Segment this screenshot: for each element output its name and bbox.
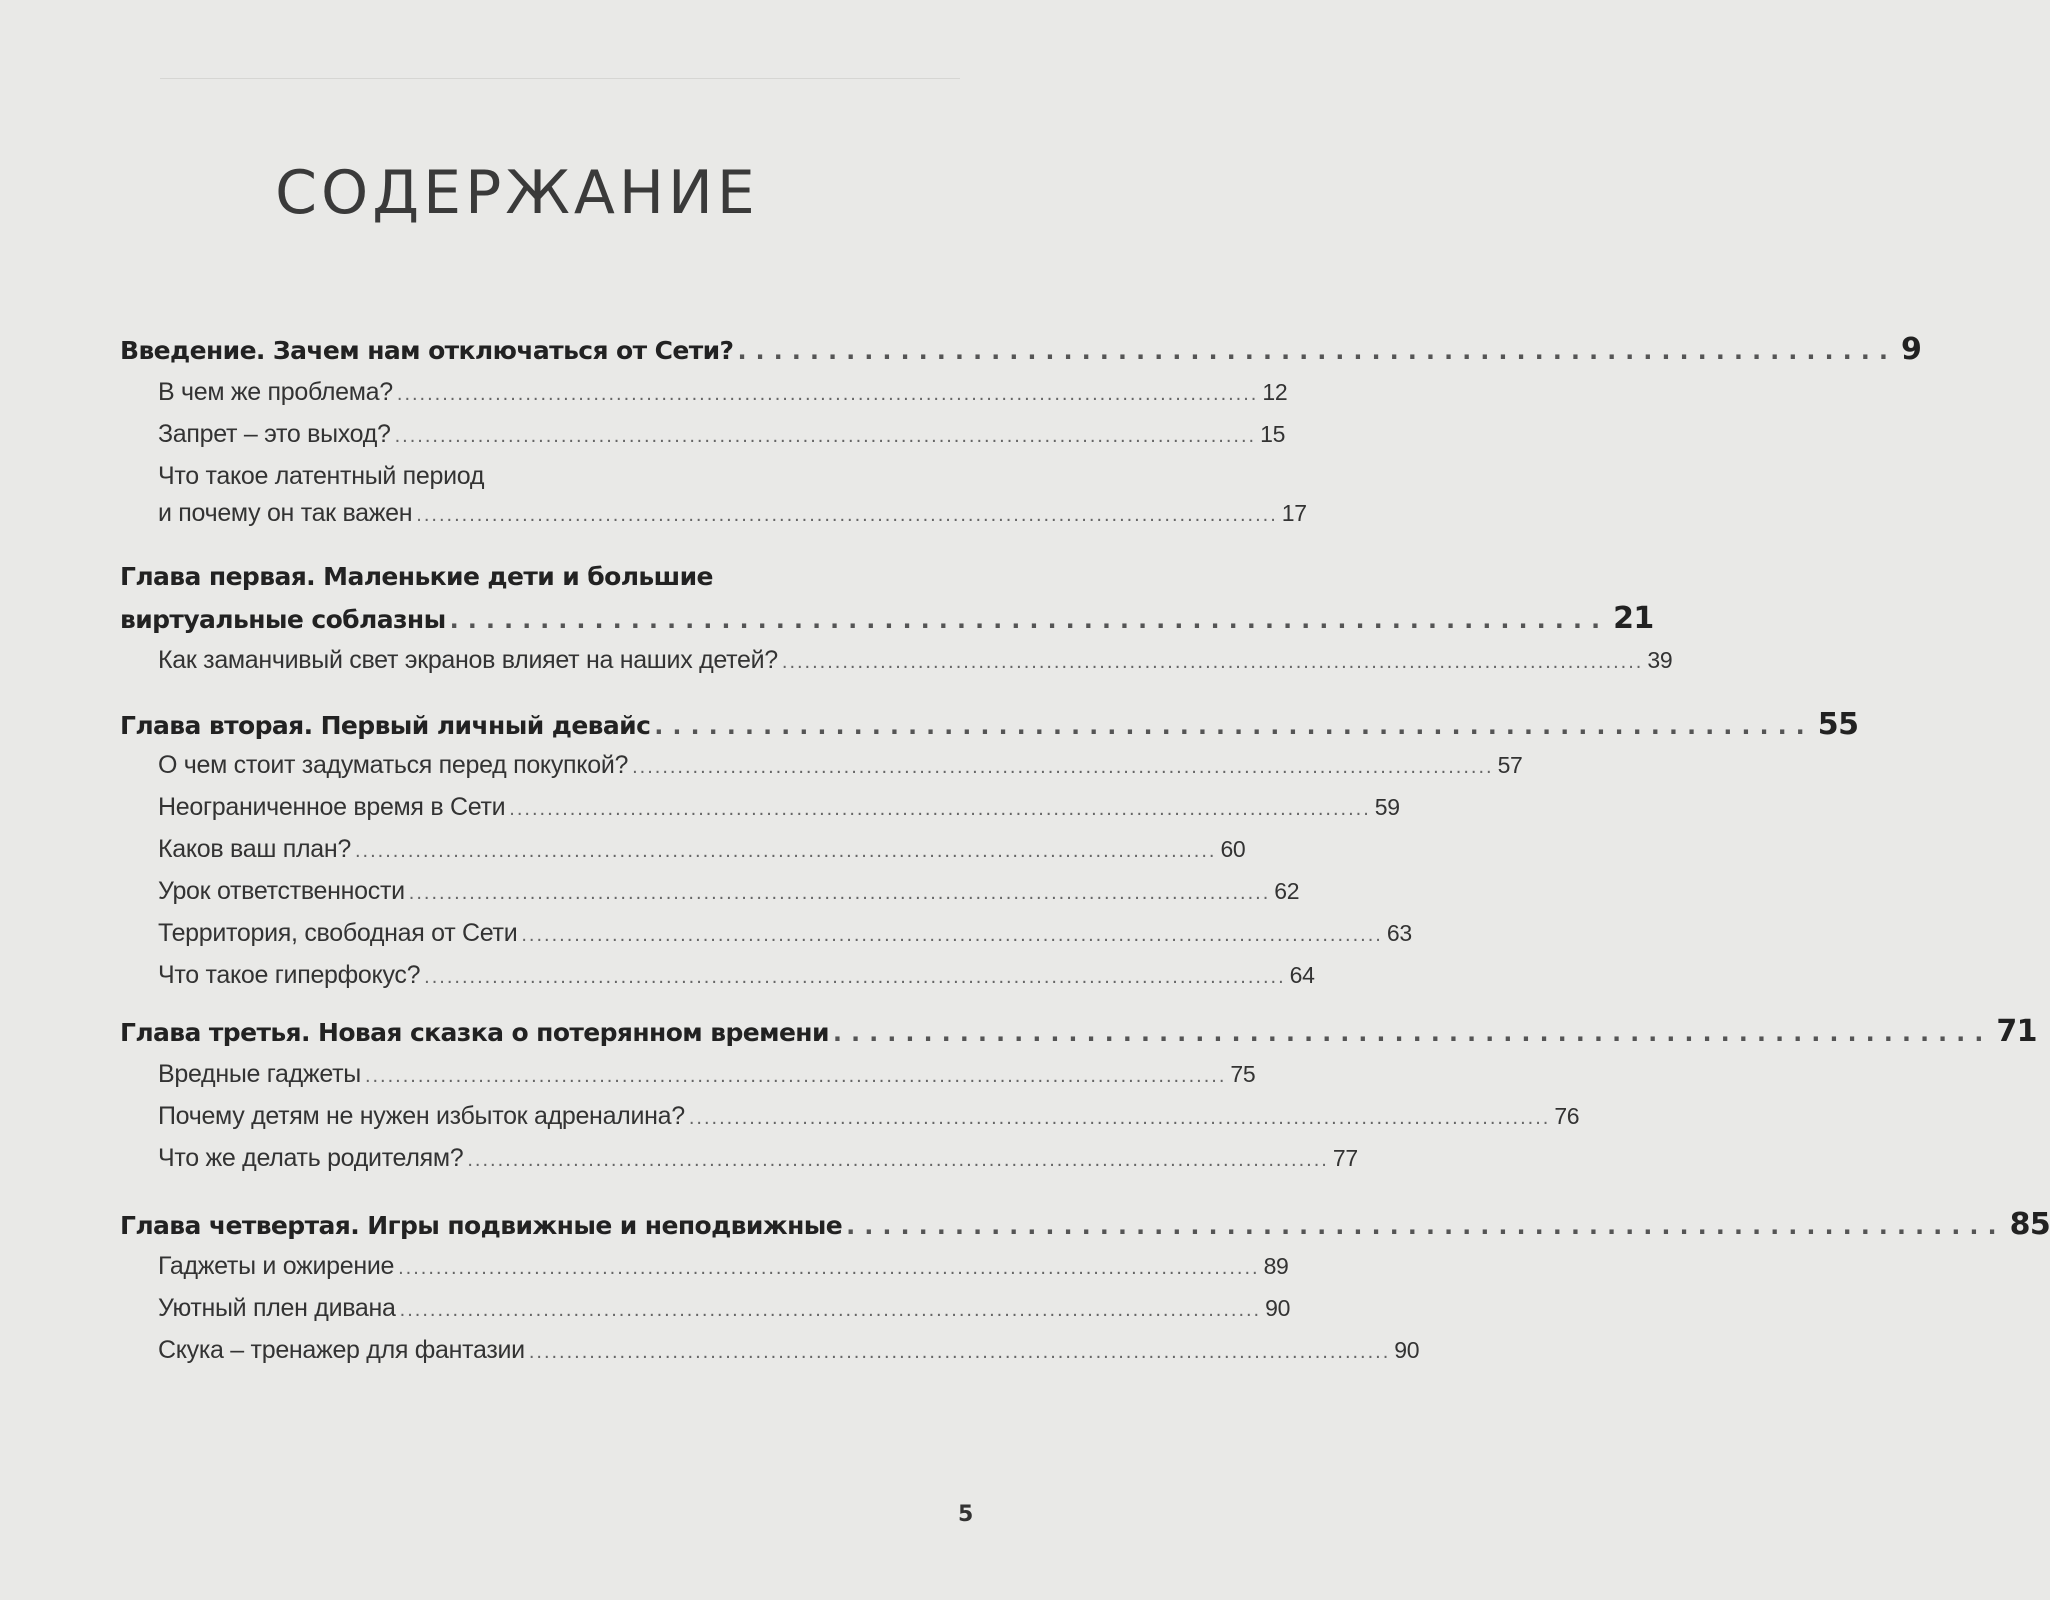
toc-chapter[interactable] bbox=[120, 1207, 2050, 1242]
leader-dots: ................................................................ bbox=[832, 1019, 1993, 1047]
page-number: 76 bbox=[1554, 1103, 1580, 1129]
leader-dots: .................................................................................................................. bbox=[688, 1107, 1551, 1129]
page-number: 89 bbox=[1263, 1253, 1289, 1279]
entry-title: Как заманчивый свет экранов влияет на наших детей? bbox=[158, 646, 778, 674]
leader-dots: ................................................................ bbox=[737, 337, 1897, 365]
entry-title: Гаджеты и ожирение bbox=[158, 1252, 395, 1280]
chapter-title: Введение. Зачем нам отключаться от Сети? bbox=[120, 336, 734, 365]
toc-chapter[interactable] bbox=[120, 1014, 2037, 1049]
leader-dots: ................................................................ bbox=[449, 606, 1610, 634]
toc-entry[interactable] bbox=[120, 877, 1300, 906]
table-of-contents bbox=[120, 332, 2050, 1365]
entry-title: Запрет – это выход? bbox=[158, 420, 391, 448]
page-number: 85 bbox=[2009, 1207, 2050, 1242]
toc-entry[interactable] bbox=[120, 919, 1412, 948]
leader-dots: .................................................................................................................. bbox=[424, 966, 1286, 988]
toc-chapter[interactable] bbox=[120, 332, 1922, 367]
leader-dots: .................................................................................................................. bbox=[398, 1257, 1260, 1279]
entry-title: Неограниченное время в Сети bbox=[158, 793, 506, 821]
toc-entry[interactable] bbox=[120, 420, 1286, 449]
leader-dots: .................................................................................................................. bbox=[408, 882, 1271, 904]
entry-title: Урок ответственности bbox=[158, 877, 405, 905]
leader-dots: ................................................................ bbox=[654, 712, 1814, 740]
page-number: 59 bbox=[1374, 794, 1400, 820]
entry-title: и почему он так важен bbox=[158, 499, 413, 527]
toc-entry[interactable] bbox=[120, 1060, 1256, 1089]
page-number: 64 bbox=[1289, 962, 1315, 988]
leader-dots: .................................................................................................................. bbox=[354, 840, 1217, 862]
leader-dots: .................................................................................................................. bbox=[781, 651, 1644, 673]
chapter-title: виртуальные соблазны bbox=[120, 605, 446, 634]
chapter-title: Глава вторая. Первый личный девайс bbox=[120, 711, 651, 740]
toc-entry[interactable] bbox=[120, 751, 1523, 780]
toc-chapter-multiline[interactable] bbox=[120, 562, 1654, 636]
toc-entry[interactable] bbox=[120, 378, 1288, 407]
page-number: 15 bbox=[1260, 421, 1286, 447]
entry-title: Территория, свободная от Сети bbox=[158, 919, 518, 947]
leader-dots: .................................................................................................................. bbox=[528, 1341, 1391, 1363]
chapter-title: Глава четвертая. Игры подвижные и неподвижные bbox=[120, 1211, 843, 1240]
leader-dots: .................................................................................................................. bbox=[467, 1149, 1329, 1171]
page-title: СОДЕРЖАНИЕ bbox=[275, 158, 759, 228]
entry-title: Вредные гаджеты bbox=[158, 1060, 361, 1088]
chapter-title: Глава третья. Новая сказка о потерянном времени bbox=[120, 1018, 829, 1047]
leader-dots: .................................................................................................................. bbox=[416, 504, 1278, 526]
leader-dots: .................................................................................................................. bbox=[399, 1299, 1262, 1321]
toc-entry[interactable] bbox=[120, 1144, 1358, 1173]
toc-entry[interactable] bbox=[120, 1294, 1291, 1323]
entry-title: В чем же проблема? bbox=[158, 378, 393, 406]
entry-title: Что такое гиперфокус? bbox=[158, 961, 421, 989]
toc-entry[interactable] bbox=[120, 1102, 1580, 1131]
header-rule bbox=[160, 78, 960, 79]
leader-dots: .................................................................................................................. bbox=[509, 798, 1371, 820]
page-number: 21 bbox=[1613, 601, 1654, 636]
entry-title: Скука – тренажер для фантазии bbox=[158, 1336, 525, 1364]
toc-entry[interactable] bbox=[120, 1252, 1289, 1281]
leader-dots: .................................................................................................................. bbox=[632, 756, 1494, 778]
page-number: 17 bbox=[1281, 500, 1307, 526]
entry-title: Уютный плен дивана bbox=[158, 1294, 396, 1322]
chapter-title-line1: Глава первая. Маленькие дети и большие bbox=[120, 562, 713, 591]
toc-entry[interactable] bbox=[120, 646, 1673, 675]
leader-dots: ................................................................ bbox=[846, 1212, 2006, 1240]
page-number: 9 bbox=[1900, 332, 1922, 367]
page-number: 60 bbox=[1220, 836, 1246, 862]
entry-title-line1: Что такое латентный период bbox=[158, 462, 485, 490]
leader-dots: .................................................................................................................. bbox=[521, 924, 1383, 946]
entry-title: Почему детям не нужен избыток адреналина? bbox=[158, 1102, 685, 1130]
page-number: 39 bbox=[1647, 647, 1673, 673]
page-folio: 5 bbox=[958, 1502, 974, 1527]
toc-entry[interactable] bbox=[120, 1336, 1420, 1365]
entry-title: Каков ваш план? bbox=[158, 835, 351, 863]
page-number: 12 bbox=[1262, 379, 1288, 405]
page-number: 63 bbox=[1386, 920, 1412, 946]
page-number: 75 bbox=[1230, 1061, 1256, 1087]
page-number: 57 bbox=[1497, 752, 1523, 778]
leader-dots: .................................................................................................................. bbox=[364, 1065, 1227, 1087]
entry-title: О чем стоит задуматься перед покупкой? bbox=[158, 751, 629, 779]
leader-dots: .................................................................................................................. bbox=[396, 383, 1259, 405]
page-number: 62 bbox=[1274, 878, 1300, 904]
page-number: 71 bbox=[1996, 1014, 2037, 1049]
page-number: 90 bbox=[1265, 1295, 1291, 1321]
toc-entry-multiline[interactable] bbox=[120, 462, 1307, 528]
page-number: 77 bbox=[1332, 1145, 1358, 1171]
leader-dots: .................................................................................................................. bbox=[394, 425, 1257, 447]
toc-chapter[interactable] bbox=[120, 707, 1859, 742]
toc-entry[interactable] bbox=[120, 835, 1246, 864]
toc-entry[interactable] bbox=[120, 961, 1315, 990]
entry-title: Что же делать родителям? bbox=[158, 1144, 464, 1172]
page-number: 55 bbox=[1817, 707, 1859, 742]
page-number: 90 bbox=[1394, 1337, 1420, 1363]
toc-entry[interactable] bbox=[120, 793, 1400, 822]
